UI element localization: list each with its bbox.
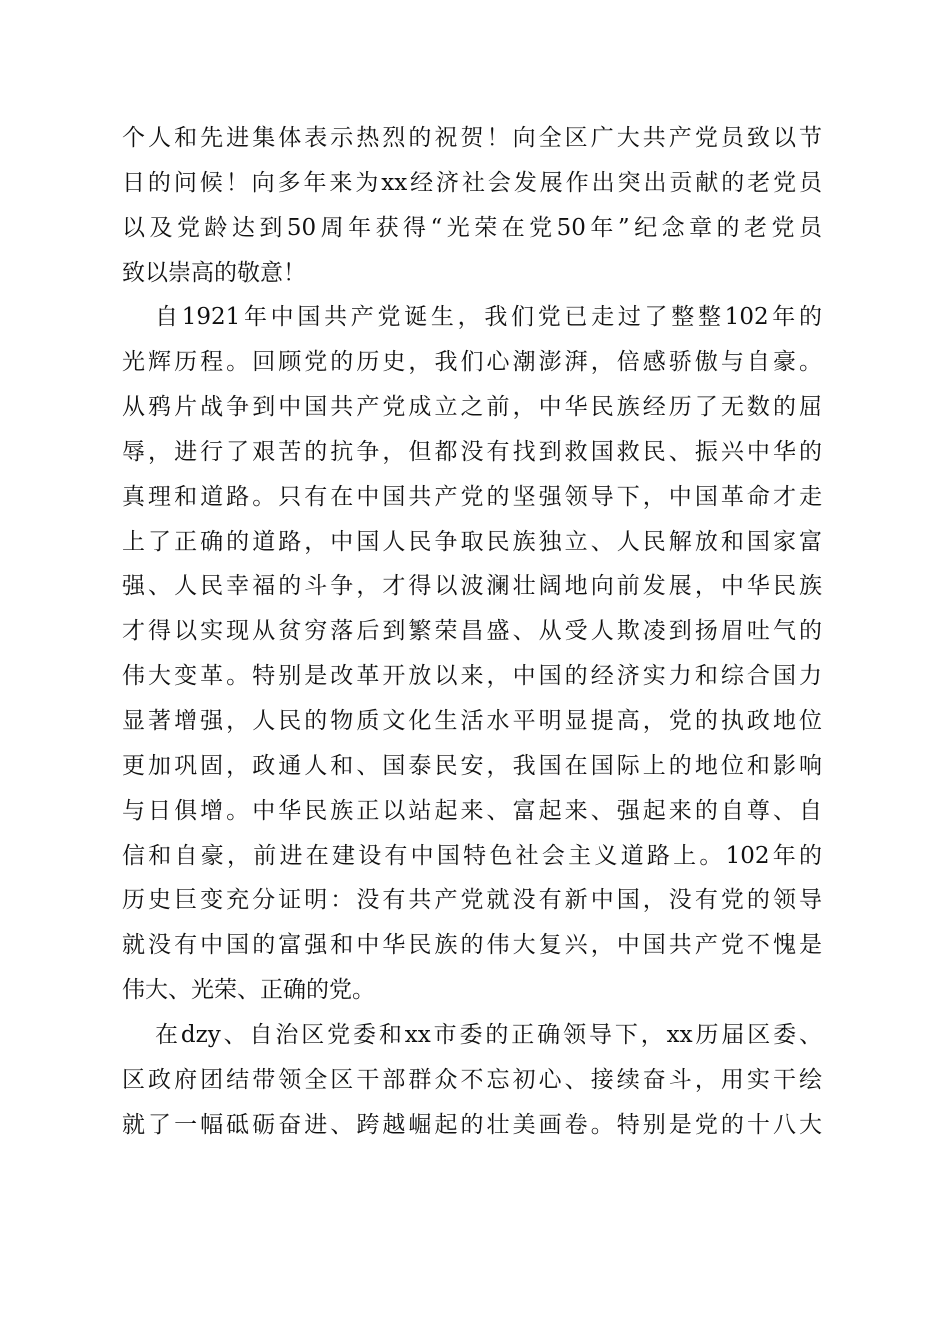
- text-line: 以及党龄达到50周年获得“光荣在党50年”纪念章的老党员: [122, 214, 822, 241]
- text-line: 强、人民幸福的斗争，才得以波澜壮阔地向前发展，中华民族: [122, 573, 822, 600]
- text-line: 从鸦片战争到中国共产党成立之前，中华民族经历了无数的屈: [122, 394, 822, 421]
- text-line: 伟大、光荣、正确的党。: [122, 977, 375, 1004]
- text-line: 辱，进行了艰苦的抗争，但都没有找到救国救民、振兴中华的: [122, 438, 822, 465]
- text-line: 真理和道路。只有在中国共产党的坚强领导下，中国革命才走: [122, 483, 822, 510]
- text-line: 信和自豪，前进在建设有中国特色社会主义道路上。102年的: [122, 842, 822, 869]
- text-line: 自1921年中国共产党诞生，我们党已走过了整整102年的: [155, 304, 822, 331]
- text-line: 就没有中国的富强和中华民族的伟大复兴，中国共产党不愧是: [122, 932, 822, 959]
- text-line: 才得以实现从贫穷落后到繁荣昌盛、从受人欺凌到扬眉吐气的: [122, 618, 822, 645]
- text-line: 就了一幅砥砺奋进、跨越崛起的壮美画卷。特别是党的十八大: [122, 1111, 822, 1138]
- text-line: 光辉历程。回顾党的历史，我们心潮澎湃，倍感骄傲与自豪。: [122, 349, 822, 376]
- text-line: 区政府团结带领全区干部群众不忘初心、接续奋斗，用实干绘: [122, 1066, 822, 1093]
- text-line: 致以崇高的敬意！: [122, 259, 306, 286]
- body-text: [122, 116, 822, 1147]
- text-line: 上了正确的道路，中国人民争取民族独立、人民解放和国家富: [122, 528, 822, 555]
- text-line: 日的问候！向多年来为xx经济社会发展作出突出贡献的老党员: [122, 169, 822, 196]
- text-line: 伟大变革。特别是改革开放以来，中国的经济实力和综合国力: [122, 663, 822, 690]
- text-line: 更加巩固，政通人和、国泰民安，我国在国际上的地位和影响: [122, 752, 822, 779]
- text-line: 个人和先进集体表示热烈的祝贺！向全区广大共产党员致以节: [122, 125, 822, 151]
- text-line: 显著增强，人民的物质文化生活水平明显提高，党的执政地位: [122, 707, 822, 734]
- text-line: 在dzy、自治区党委和xx市委的正确领导下，xx历届区委、: [155, 1021, 822, 1048]
- text-line: 历史巨变充分证明：没有共产党就没有新中国，没有党的领导: [122, 887, 822, 914]
- text-line: 与日俱增。中华民族正以站起来、富起来、强起来的自尊、自: [122, 797, 822, 824]
